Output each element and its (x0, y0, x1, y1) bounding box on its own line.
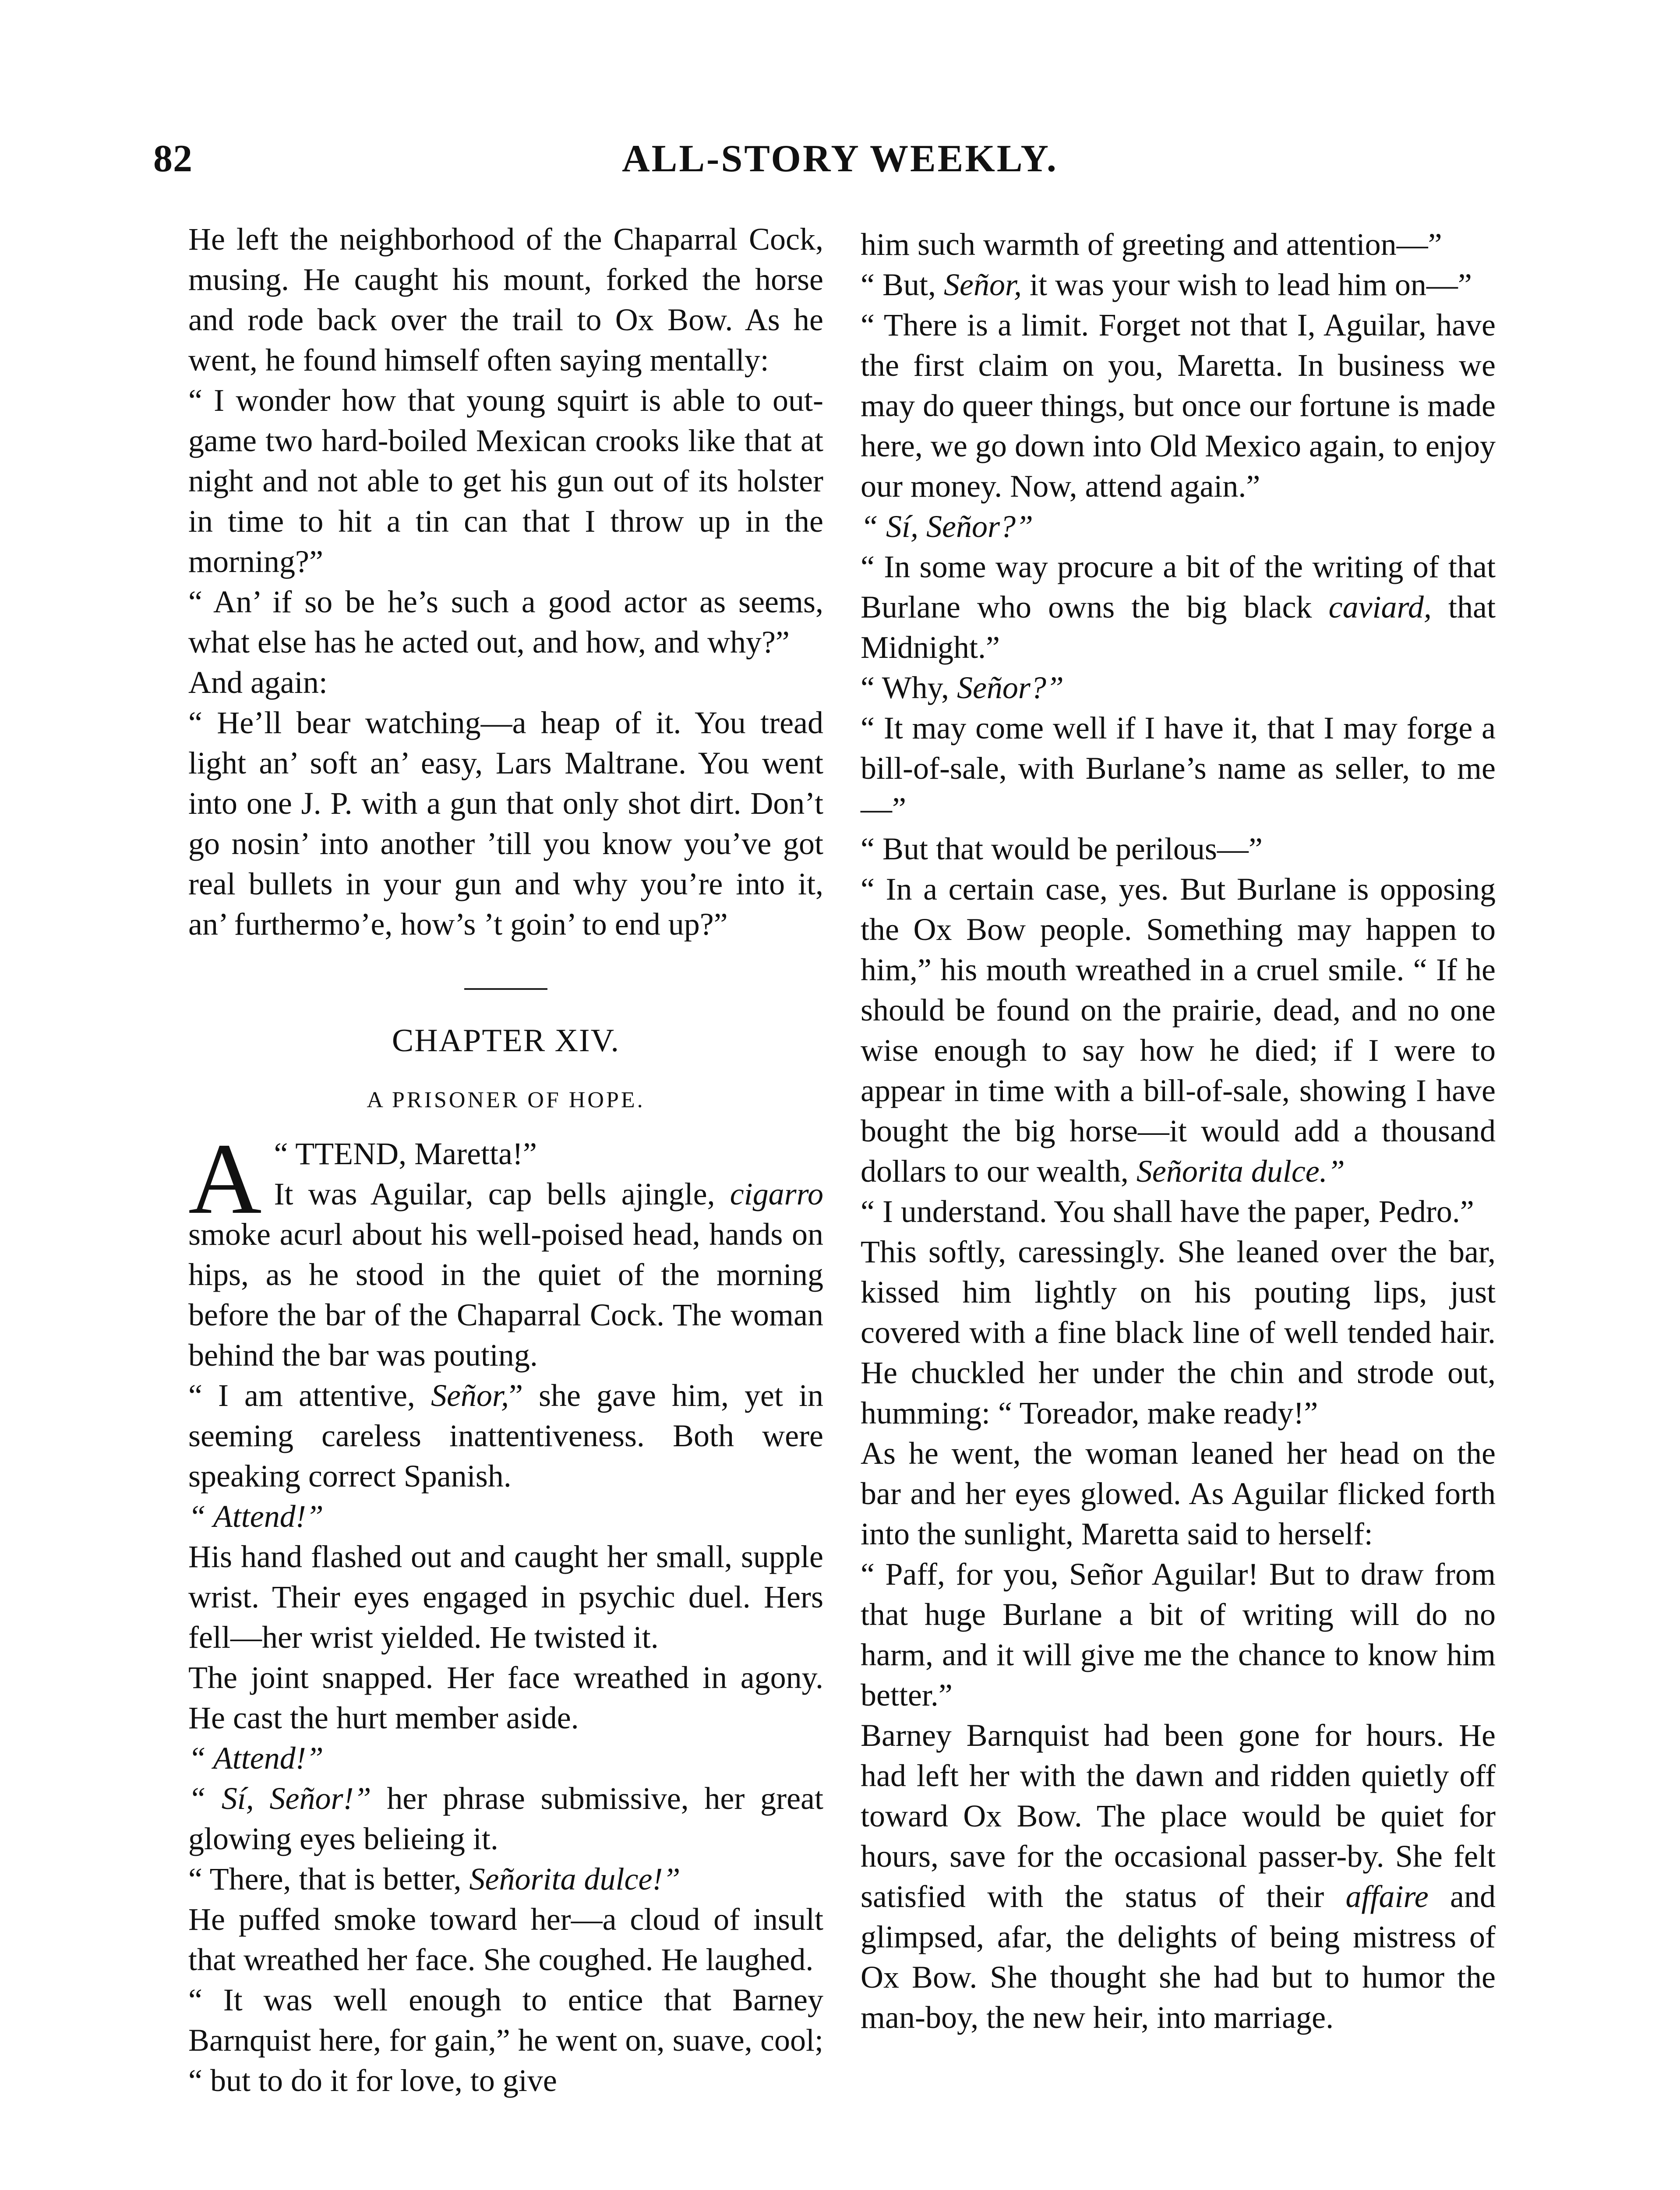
text-run: “ Why, (861, 670, 957, 705)
italic-word: Señor?” (956, 670, 1064, 705)
italic-line: “ Sí, Señor?” (861, 509, 1034, 544)
italic-word: caviard, (1328, 590, 1432, 625)
paragraph (861, 869, 1496, 1191)
text-run: that Midnight.” (861, 590, 1496, 665)
text-run: “ I am attentive, (188, 1378, 431, 1413)
paragraph: “ I wonder how that young squirt is able to out-game two hard-boiled Mexican crooks like that at night and not able to get his gun out of its holster in time to hit a tin can that I throw up in the morning?” (188, 383, 823, 579)
paragraph (188, 1496, 823, 1537)
opening-text-cont: smoke acurl about his well-poised head, hands on hips, as he stood in the quiet of the morning before the bar of the Chaparral Cock. The woman behind the bar was pouting. (188, 1217, 823, 1373)
right-column (861, 224, 1496, 2038)
italic-word: Señor, (943, 267, 1022, 302)
chapter-subtitle: A PRISONER OF HOPE. (367, 1088, 645, 1113)
italic-word: “ Sí, Señor!” (188, 1781, 371, 1816)
italic-line: “ Attend!” (188, 1499, 324, 1534)
paragraph: And again: (188, 665, 328, 700)
text-run: Barney Barnquist had been gone for hours. He had left her with the dawn and ridden quietly off toward Ox Bow. The place would be quiet for hours, save for the occasional passer-by. She felt satisfied with the status of their (861, 1718, 1496, 1914)
paragraph (861, 668, 1496, 708)
paragraph: He left the neighborhood of the Chaparral Cock, musing. He caught his mount, forked the horse and rode back over the trail to Ox Bow. As he went, he found himself often saying mentally: (188, 222, 823, 378)
italic-word: affaire (1345, 1879, 1429, 1914)
paragraph (861, 506, 1496, 547)
text-run: “ In some way procure a bit of the writing of that Burlane who owns the big black (861, 549, 1496, 625)
paragraph: him such warmth of greeting and attention—” (861, 227, 1442, 262)
text-run: ” she gave him, yet in seeming careless inattentiveness. Both were speaking correct Spanish. (188, 1378, 824, 1494)
paragraph (188, 1859, 823, 1899)
italic-word: cigarro (730, 1176, 824, 1212)
paragraph: As he went, the woman leaned her head on the bar and her eyes glowed. As Aguilar flicked forth into the sunlight, Maretta said to herself: (861, 1436, 1496, 1551)
text-run: “ In a certain case, yes. But Burlane is opposing the Ox Bow people. Something may happen to him,” his mouth wreathed in a cruel smile. “ If he should be found on the prairie, dead, and no one wise enough to say how he died; if I were to appear in time with a bill-of-sale, showing I have bought the big horse—it would add a thousand dollars to our wealth, (861, 872, 1496, 1189)
paragraph (188, 1778, 823, 1859)
paragraph: “ It was well enough to entice that Barney Barnquist here, for gain,” he went on, suave, cool; “ but to do it for love, to give (188, 1982, 823, 2098)
paragraph: His hand flashed out and caught her small, supple wrist. Their eyes engaged in psychic duel. Hers fell—her wrist yielded. He twisted it. (188, 1539, 823, 1655)
paragraph: “ But that would be perilous—” (861, 831, 1263, 866)
italic-word: Señorita dulce!” (469, 1862, 681, 1897)
paragraph: “ I understand. You shall have the paper, Pedro.” (861, 1194, 1474, 1229)
italic-word: Señor, (431, 1378, 509, 1413)
paragraph (861, 265, 1496, 305)
section-rule (464, 988, 547, 990)
paragraph (188, 1738, 823, 1778)
italic-line: “ Attend!” (188, 1741, 324, 1776)
text-run: her phrase submissive, her great glowing eyes belieing it. (188, 1781, 823, 1856)
paragraph: “ Paff, for you, Señor Aguilar! But to draw from that huge Burlane a bit of writing will do no harm, and it will give me the chance to know him better.” (861, 1557, 1496, 1713)
text-run: “ But, (861, 267, 944, 302)
paragraph: He puffed smoke toward her—a cloud of insult that wreathed her face. She coughed. He laughed. (188, 1902, 823, 1977)
page-number: 82 (153, 138, 193, 180)
paragraph (188, 1375, 823, 1496)
opening-line: TTEND, Maretta!” (295, 1136, 537, 1171)
paragraph: “ It may come well if I have it, that I may forge a bill-of-sale, with Burlane’s name as seller, to me—” (861, 710, 1496, 826)
paragraph (861, 1715, 1496, 2038)
text-run: “ There, that is better, (188, 1862, 469, 1897)
italic-word: Señorita dulce.” (1136, 1154, 1345, 1189)
left-column (188, 219, 823, 2101)
text-run: and glimpsed, afar, the delights of being mistress of Ox Bow. She thought she had but to humor the man-boy, the new heir, into marriage. (861, 1879, 1496, 2035)
paragraph: “ He’ll bear watching—a heap of it. You tread light an’ soft an’ easy, Lars Maltrane. You went into one J. P. with a gun that only shot dirt. Don’t go nosin’ into another ’till you know you’ve got real bullets in your gun and why you’re into it, an’ furthermo’e, how’s ’t goin’ to end up?” (188, 705, 823, 942)
chapter-title: CHAPTER XIV. (392, 1023, 620, 1059)
drop-cap: A (188, 1123, 262, 1235)
running-head: ALL-STORY WEEKLY. (622, 138, 1058, 180)
opening-quote: “ (274, 1136, 296, 1171)
paragraph (861, 547, 1496, 668)
text-run: it was your wish to lead him on—” (1021, 267, 1472, 302)
paragraph: The joint snapped. Her face wreathed in agony. He cast the hurt member aside. (188, 1660, 823, 1735)
paragraph: “ An’ if so be he’s such a good actor as seems, what else has he acted out, and how, and why?” (188, 584, 823, 660)
paragraph: “ There is a limit. Forget not that I, Aguilar, have the first claim on you, Maretta. In business we may do queer things, but once our fortune is made here, we go down into Old Mexico again, to enjoy our money. Now, attend again.” (861, 307, 1496, 504)
opening-text: It was Aguilar, cap bells ajingle, (274, 1176, 715, 1212)
paragraph: This softly, caressingly. She leaned over the bar, kissed him lightly on his pouting lips, just covered with a fine black line of well tended hair. He chuckled her under the chin and strode out, humming: “ Toreador, make ready!” (861, 1234, 1496, 1431)
opening-paragraph (188, 1123, 824, 1375)
